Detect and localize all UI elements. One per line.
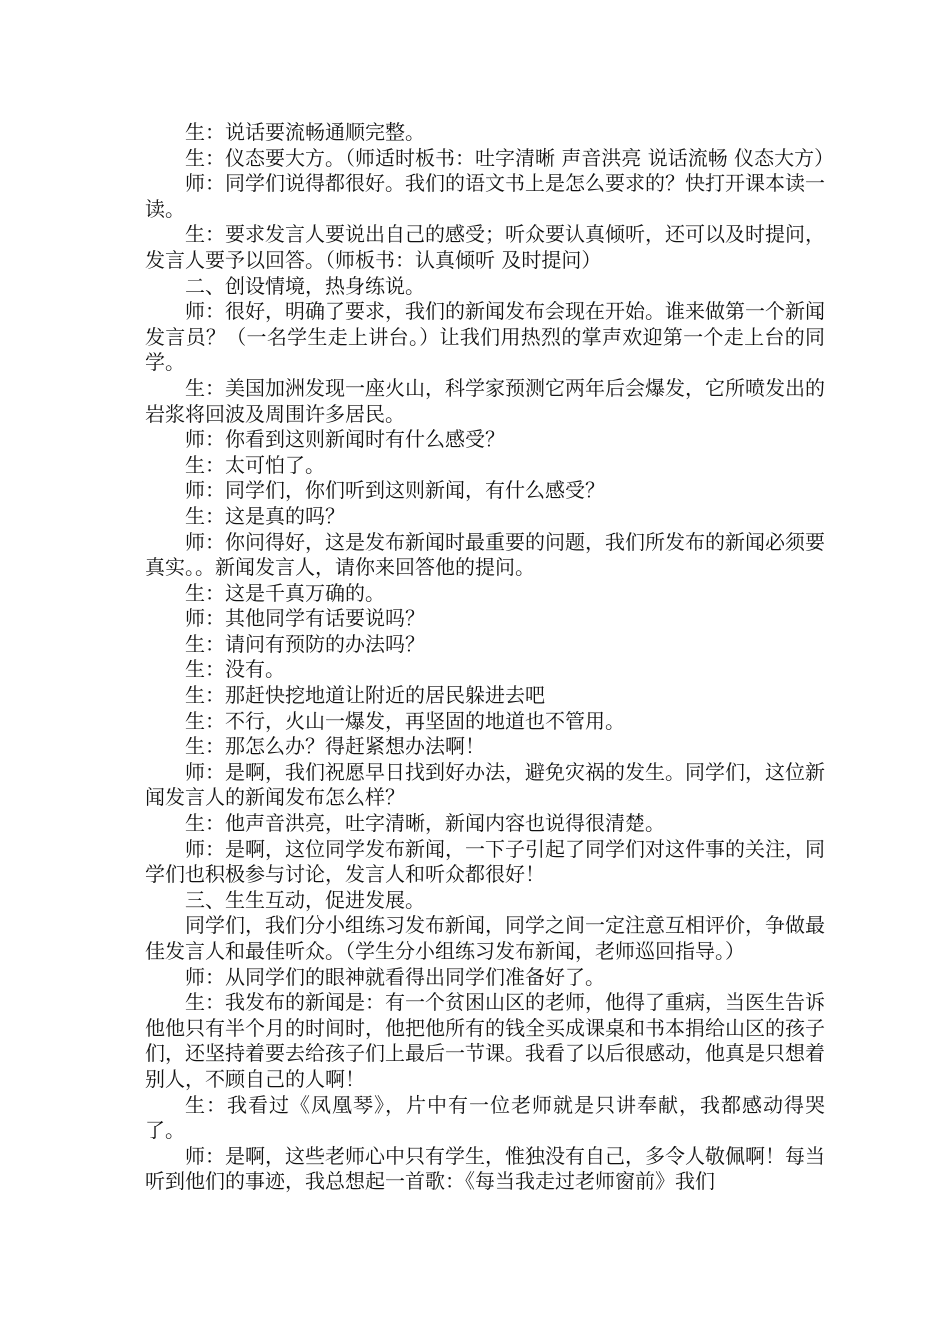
paragraph: 师：是啊，我们祝愿早日找到好办法，避免灾祸的发生。同学们，这位新闻发言人的新闻发布怎么样？ — [145, 759, 825, 810]
paragraph: 生：他声音洪亮，吐字清晰，新闻内容也说得很清楚。 — [185, 811, 665, 836]
paragraph: 同学们，我们分小组练习发布新闻，同学之间一定注意互相评价，争做最佳发言人和最佳听众。（学生分小组练习发布新闻，老师巡回指导。） — [145, 913, 825, 963]
paragraph: 生：美国加洲发现一座火山，科学家预测它两年后会爆发，它所喷发出的岩浆将回波及周围许多居民。 — [145, 375, 825, 426]
paragraph: 生：那怎么办？得赶紧想办法啊！ — [185, 734, 485, 759]
paragraph: 生：没有。 — [185, 657, 285, 682]
paragraph: 生：不行，火山一爆发，再坚固的地道也不管用。 — [185, 708, 625, 733]
paragraph: 生：这是真的吗？ — [185, 503, 345, 528]
paragraph: 师：你看到这则新闻时有什么感受？ — [185, 427, 505, 452]
paragraph: 生：说话要流畅通顺完整。 — [185, 120, 425, 144]
paragraph: 师：从同学们的眼神就看得出同学们准备好了。 — [185, 964, 605, 989]
paragraph: 师：很好，明确了要求，我们的新闻发布会现在开始。谁来做第一个新闻发言员？（一名学生走上讲台。）让我们用热烈的掌声欢迎第一个走上台的同学。 — [145, 299, 825, 375]
section-heading: 二、创设情境，热身练说。 — [185, 273, 425, 298]
paragraph: 生：要求发言人要说出自己的感受；听众要认真倾听，还可以及时提问，发言人要予以回答。（师板书：认真倾听 及时提问） — [145, 222, 825, 272]
paragraph: 师：是啊，这位同学发布新闻，一下子引起了同学们对这件事的关注，同学们也积极参与讨论，发言人和听众都很好！ — [145, 836, 825, 887]
paragraph: 生：那赶快挖地道让附近的居民躲进去吧 — [185, 683, 545, 708]
paragraph: 师：同学们，你们听到这则新闻，有什么感受？ — [185, 478, 605, 503]
paragraph: 生：仪态要大方。（师适时板书：吐字清晰 声音洪亮 说话流畅 仪态大方） — [185, 145, 835, 170]
paragraph: 师：其他同学有话要说吗？ — [185, 606, 425, 631]
paragraph: 生：请问有预防的办法吗？ — [185, 631, 425, 656]
paragraph: 师：是啊，这些老师心中只有学生，惟独没有自己，多令人敬佩啊！每当听到他们的事迹，我总想起一首歌：《每当我走过老师窗前》我们 — [145, 1143, 825, 1194]
paragraph: 生：太可怕了。 — [185, 452, 325, 477]
paragraph: 师：你问得好，这是发布新闻时最重要的问题，我们所发布的新闻必须要真实。。新闻发言人，请你来回答他的提问。 — [145, 529, 825, 580]
paragraph: 师：同学们说得都很好。我们的语文书上是怎么要求的？快打开课本读一读。 — [145, 171, 825, 221]
paragraph: 生：我看过《凤凰琴》，片中有一位老师就是只讲奉献，我都感动得哭了。 — [145, 1092, 825, 1143]
paragraph: 生：我发布的新闻是：有一个贫困山区的老师，他得了重病，当医生告诉他他只有半个月的时间时，他把他所有的钱全买成课桌和书本捐给山区的孩子们，还坚持着要去给孩子们上最后一节课。我看了以后很感动，他真是只想着别人，不顾自己的人啊！ — [145, 990, 825, 1091]
document-body — [145, 120, 835, 1195]
section-heading: 三、生生互动，促进发展。 — [185, 887, 425, 912]
paragraph: 生：这是千真万确的。 — [185, 580, 385, 605]
